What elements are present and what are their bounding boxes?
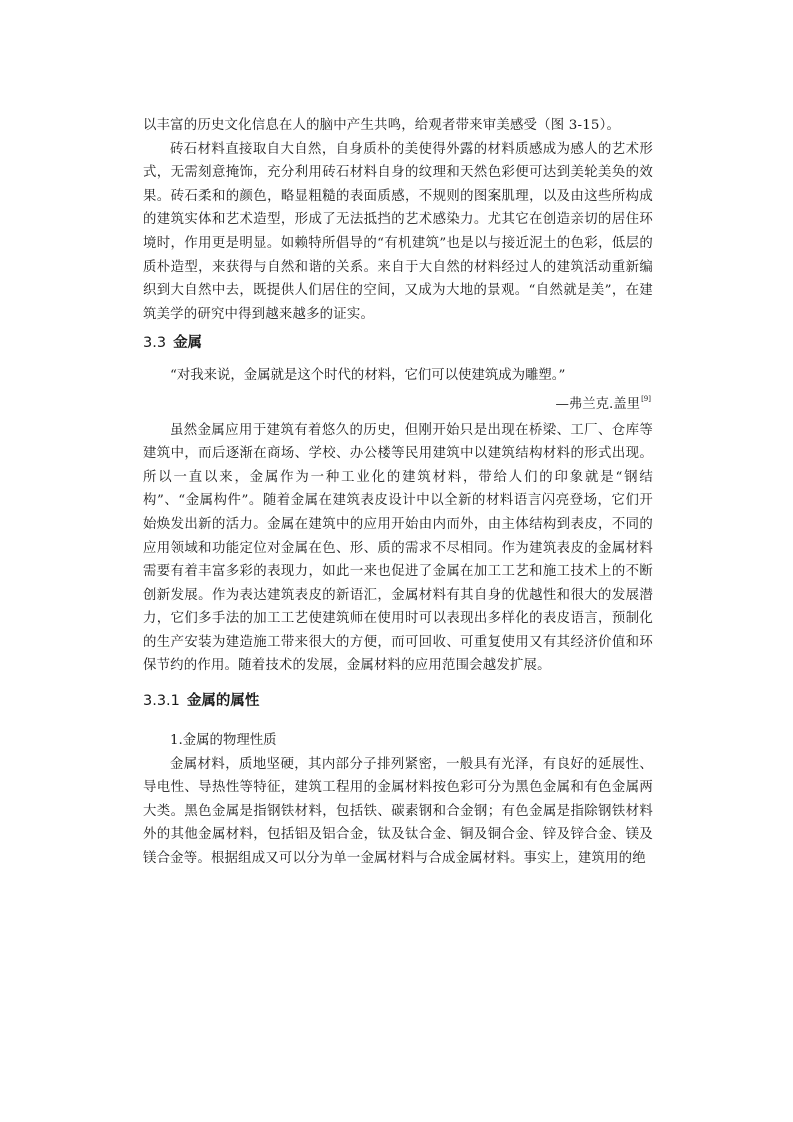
section-number: 3.3.1 <box>143 693 180 710</box>
section-number: 3.3 <box>143 335 167 352</box>
paragraph-metal-properties: 金属材料，质地坚硬，其内部分子排列紧密，一般具有光泽，有良好的延展性、导电性、导热性等特征，建筑工程用的金属材料按色彩可分为黑色金属和有色金属两大类。黑色金属是指钢铁材料，包括铁、碳素钢和合金钢；有色金属是指除钢铁材料外的其他金属材料，包括铝及铝合金，钛及钛合金、铜及铜合金、锌及锌合金、镁及镁合金等。根据组成又可以分为单一金属材料与合成金属材料。事实上，建筑用的绝 <box>143 756 653 867</box>
subsection-heading: 1.金属的物理性质 <box>170 733 277 749</box>
paragraph-continuation: 以丰富的历史文化信息在人的脑中产生共鸣，给观者带来审美感受（图 3-15）。 <box>143 118 621 133</box>
epigraph-attribution <box>143 388 653 417</box>
section-heading-3-3 <box>143 333 653 353</box>
quote-author: —弗兰克.盖里 <box>555 396 641 412</box>
paragraph-brick-stone: 砖石材料直接取自大自然，自身质朴的美使得外露的材料质感成为感人的艺术形式，无需刻意掩饰，充分利用砖石材料自身的纹理和天然色彩便可达到美轮美奂的效果。砖石柔和的颜色，略显粗糙的表面质感，不规则的图案肌理，以及由这些所构成的建筑实体和艺术造型，形成了无法抵挡的艺术感染力。尤其它在创造亲切的居住环境时，作用更是明显。如赖特所倡导的“有机建筑”也是以与接近泥土的色彩，低层的质朴造型，来获得与自然和谐的关系。来自于大自然的材料经过人的建筑活动重新编织到大自然中去，既提供人们居住的空间，又成为大地的景观。“自然就是美”，在建筑美学的研究中得到越来越多的证实。 <box>143 141 653 322</box>
document-page <box>143 114 653 871</box>
epigraph-quote: “对我来说，金属就是这个时代的材料，它们可以使建筑成为雕塑。” <box>170 368 566 384</box>
section-title: 金属的属性 <box>186 693 260 710</box>
citation-ref: [9] <box>641 394 651 403</box>
section-title: 金属 <box>173 335 203 352</box>
paragraph-metal-history: 虽然金属应用于建筑有着悠久的历史，但刚开始只是出现在桥梁、工厂、仓库等建筑中，而后逐渐在商场、学校、办公楼等民用建筑中以建筑结构材料的形式出现。所以一直以来，金属作为一种工业化的建筑材料，带给人们的印象就是“钢结构”、“金属构件”。随着金属在建筑表皮设计中以全新的材料语言闪亮登场，它们开始焕发出新的活力。金属在建筑中的应用开始由内而外，由主体结构到表皮，不同的应用领域和功能定位对金属在色、形、质的需求不尽相同。作为建筑表皮的金属材料需要有着丰富多彩的表现力，如此一来也促进了金属在加工工艺和施工技术上的不断创新发展。作为表达建筑表皮的新语汇，金属材料有其自身的优越性和很大的发展潜力，它们多手法的加工工艺使建筑师在使用时可以表现出多样化的表皮语言，预制化的生产安装为建造施工带来很大的方便，而可回收、可重复使用又有其经济价值和环保节约的作用。随着技术的发展，金属材料的应用范围会越发扩展。 <box>143 422 653 674</box>
section-heading-3-3-1 <box>143 691 653 711</box>
